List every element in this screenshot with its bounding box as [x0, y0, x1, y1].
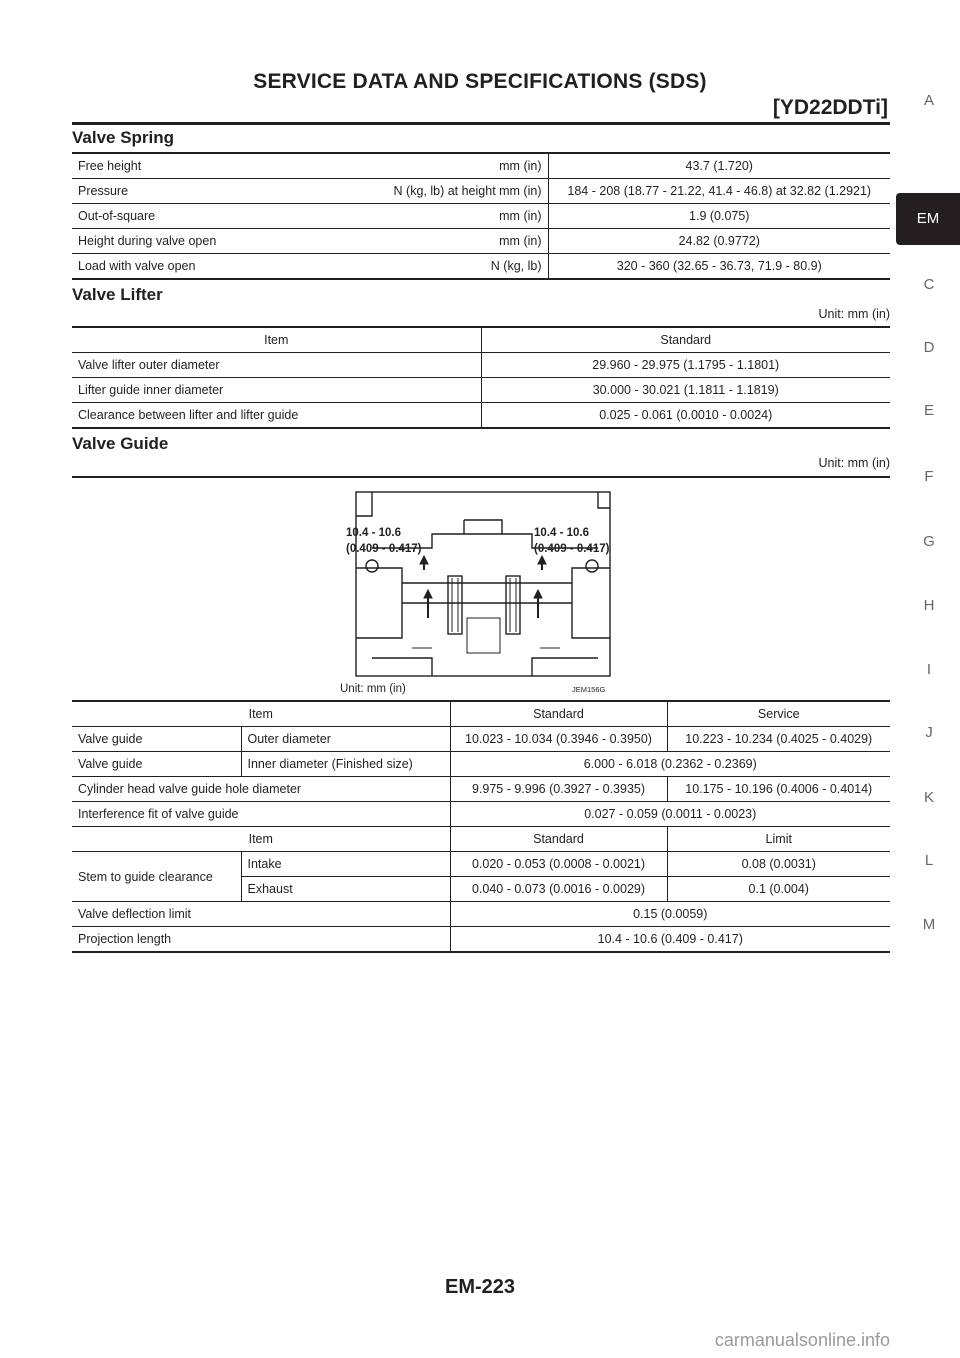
guide-value: 0.15 (0.0059): [450, 902, 890, 927]
table-header-row: [72, 701, 890, 727]
tab-l[interactable]: L: [924, 852, 934, 869]
spring-unit: mm (in): [499, 209, 542, 223]
col-header-item: Item: [72, 827, 450, 852]
guide-value: 0.027 - 0.059 (0.0011 - 0.0023): [450, 802, 890, 827]
col-header-service: Service: [667, 701, 890, 727]
tab-k[interactable]: K: [923, 789, 934, 806]
figure-unit-label: Unit: mm (in): [340, 683, 406, 695]
tab-em[interactable]: EM: [896, 193, 960, 245]
engine-model: [YD22DDTi]: [772, 96, 888, 119]
guide-standard: 9.975 - 9.996 (0.3927 - 0.3935): [450, 777, 667, 802]
spring-item: Pressure: [78, 184, 129, 198]
table-row: [72, 254, 890, 280]
valve-lifter-table: [72, 326, 890, 429]
spring-item: Load with valve open: [78, 259, 196, 273]
dimension-label-left-inch: (0.409 - 0.417): [346, 543, 422, 555]
table-row: [72, 378, 890, 403]
col-header-item: Item: [72, 701, 450, 727]
page-number: EM-223: [444, 1276, 516, 1298]
tab-a[interactable]: A: [923, 92, 934, 109]
guide-subitem: Outer diameter: [241, 727, 450, 752]
tab-f[interactable]: F: [924, 468, 934, 485]
valve-lifter-heading: Valve Lifter: [72, 285, 163, 304]
table-header-row: [72, 327, 890, 353]
tab-i[interactable]: I: [926, 661, 932, 678]
col-header-item: Item: [72, 327, 481, 353]
col-header-limit: Limit: [667, 827, 890, 852]
table-row: [72, 204, 890, 229]
spring-item: Height during valve open: [78, 234, 217, 248]
dimension-label-right-inch: (0.409 - 0.417): [534, 543, 610, 555]
guide-subitem: Inner diameter (Finished size): [241, 752, 450, 777]
guide-item: Valve guide: [72, 752, 241, 777]
spring-unit: mm (in): [499, 159, 542, 173]
guide-item: Interference fit of valve guide: [72, 802, 450, 827]
valve-spring-heading: Valve Spring: [72, 128, 175, 147]
tab-h[interactable]: H: [923, 597, 935, 614]
spring-value: 320 - 360 (32.65 - 36.73, 71.9 - 80.9): [548, 254, 890, 280]
guide-value: 10.4 - 10.6 (0.409 - 0.417): [450, 927, 890, 953]
guide-subitem: Intake: [241, 852, 450, 877]
guide-item: Cylinder head valve guide hole diameter: [72, 777, 450, 802]
dimension-label-left: 10.4 - 10.6: [346, 527, 401, 539]
lifter-item: Valve lifter outer diameter: [72, 353, 481, 378]
lifter-value: 29.960 - 29.975 (1.1795 - 1.1801): [481, 353, 890, 378]
figure-code: JEM156G: [572, 685, 606, 694]
tab-d[interactable]: D: [923, 339, 935, 356]
lifter-item: Lifter guide inner diameter: [72, 378, 481, 403]
table-row: [72, 403, 890, 429]
table-row: [72, 927, 890, 953]
table-row: [72, 353, 890, 378]
spring-value: 184 - 208 (18.77 - 21.22, 41.4 - 46.8) at 32.82 (1.2921): [548, 179, 890, 204]
guide-item: Valve guide: [72, 727, 241, 752]
table-row: [72, 902, 890, 927]
cylinder-head-drawing: [72, 478, 890, 704]
guide-item: Valve deflection limit: [72, 902, 450, 927]
spring-value: 1.9 (0.075): [548, 204, 890, 229]
table-row: [72, 153, 890, 179]
valve-guide-figure: [72, 476, 890, 706]
guide-value: 6.000 - 6.018 (0.2362 - 0.2369): [450, 752, 890, 777]
table-row: [72, 852, 890, 877]
guide-standard: 0.040 - 0.073 (0.0016 - 0.0029): [450, 877, 667, 902]
spring-unit: N (kg, lb): [490, 259, 542, 273]
valve-guide-unit: Unit: mm (in): [818, 456, 890, 470]
spring-unit: mm (in): [499, 234, 542, 248]
guide-service: 10.223 - 10.234 (0.4025 - 0.4029): [667, 727, 890, 752]
lifter-value: 30.000 - 30.021 (1.1811 - 1.1819): [481, 378, 890, 403]
tab-j[interactable]: J: [925, 724, 933, 741]
guide-item: Projection length: [72, 927, 450, 953]
col-header-standard: Standard: [450, 827, 667, 852]
valve-spring-table: [72, 152, 890, 280]
spring-item: Free height: [78, 159, 142, 173]
lifter-item: Clearance between lifter and lifter guide: [72, 403, 481, 429]
header-rule: [72, 122, 890, 125]
tab-c[interactable]: C: [923, 276, 935, 293]
tab-m[interactable]: M: [922, 916, 936, 933]
guide-service: 10.175 - 10.196 (0.4006 - 0.4014): [667, 777, 890, 802]
table-row: [72, 777, 890, 802]
tab-g[interactable]: G: [923, 533, 935, 550]
guide-item: Stem to guide clearance: [72, 852, 241, 902]
guide-limit: 0.08 (0.0031): [667, 852, 890, 877]
table-row: [72, 727, 890, 752]
spring-value: 43.7 (1.720): [548, 153, 890, 179]
dimension-label-right: 10.4 - 10.6: [534, 527, 589, 539]
col-header-standard: Standard: [450, 701, 667, 727]
table-header-row: [72, 827, 890, 852]
valve-guide-table: [72, 700, 890, 953]
guide-standard: 10.023 - 10.034 (0.3946 - 0.3950): [450, 727, 667, 752]
guide-standard: 0.020 - 0.053 (0.0008 - 0.0021): [450, 852, 667, 877]
guide-limit: 0.1 (0.004): [667, 877, 890, 902]
table-row: [72, 229, 890, 254]
guide-subitem: Exhaust: [241, 877, 450, 902]
spring-unit: N (kg, lb) at height mm (in): [393, 184, 542, 198]
spring-item: Out-of-square: [78, 209, 156, 223]
table-row: [72, 802, 890, 827]
page-title: SERVICE DATA AND SPECIFICATIONS (SDS): [253, 70, 707, 93]
valve-lifter-unit: Unit: mm (in): [818, 307, 890, 321]
lifter-value: 0.025 - 0.061 (0.0010 - 0.0024): [481, 403, 890, 429]
valve-guide-heading: Valve Guide: [72, 434, 169, 453]
tab-e[interactable]: E: [923, 402, 934, 419]
table-row: [72, 179, 890, 204]
col-header-standard: Standard: [481, 327, 890, 353]
table-row: [72, 752, 890, 777]
spring-value: 24.82 (0.9772): [548, 229, 890, 254]
watermark: carmanualsonline.info: [714, 1330, 890, 1350]
